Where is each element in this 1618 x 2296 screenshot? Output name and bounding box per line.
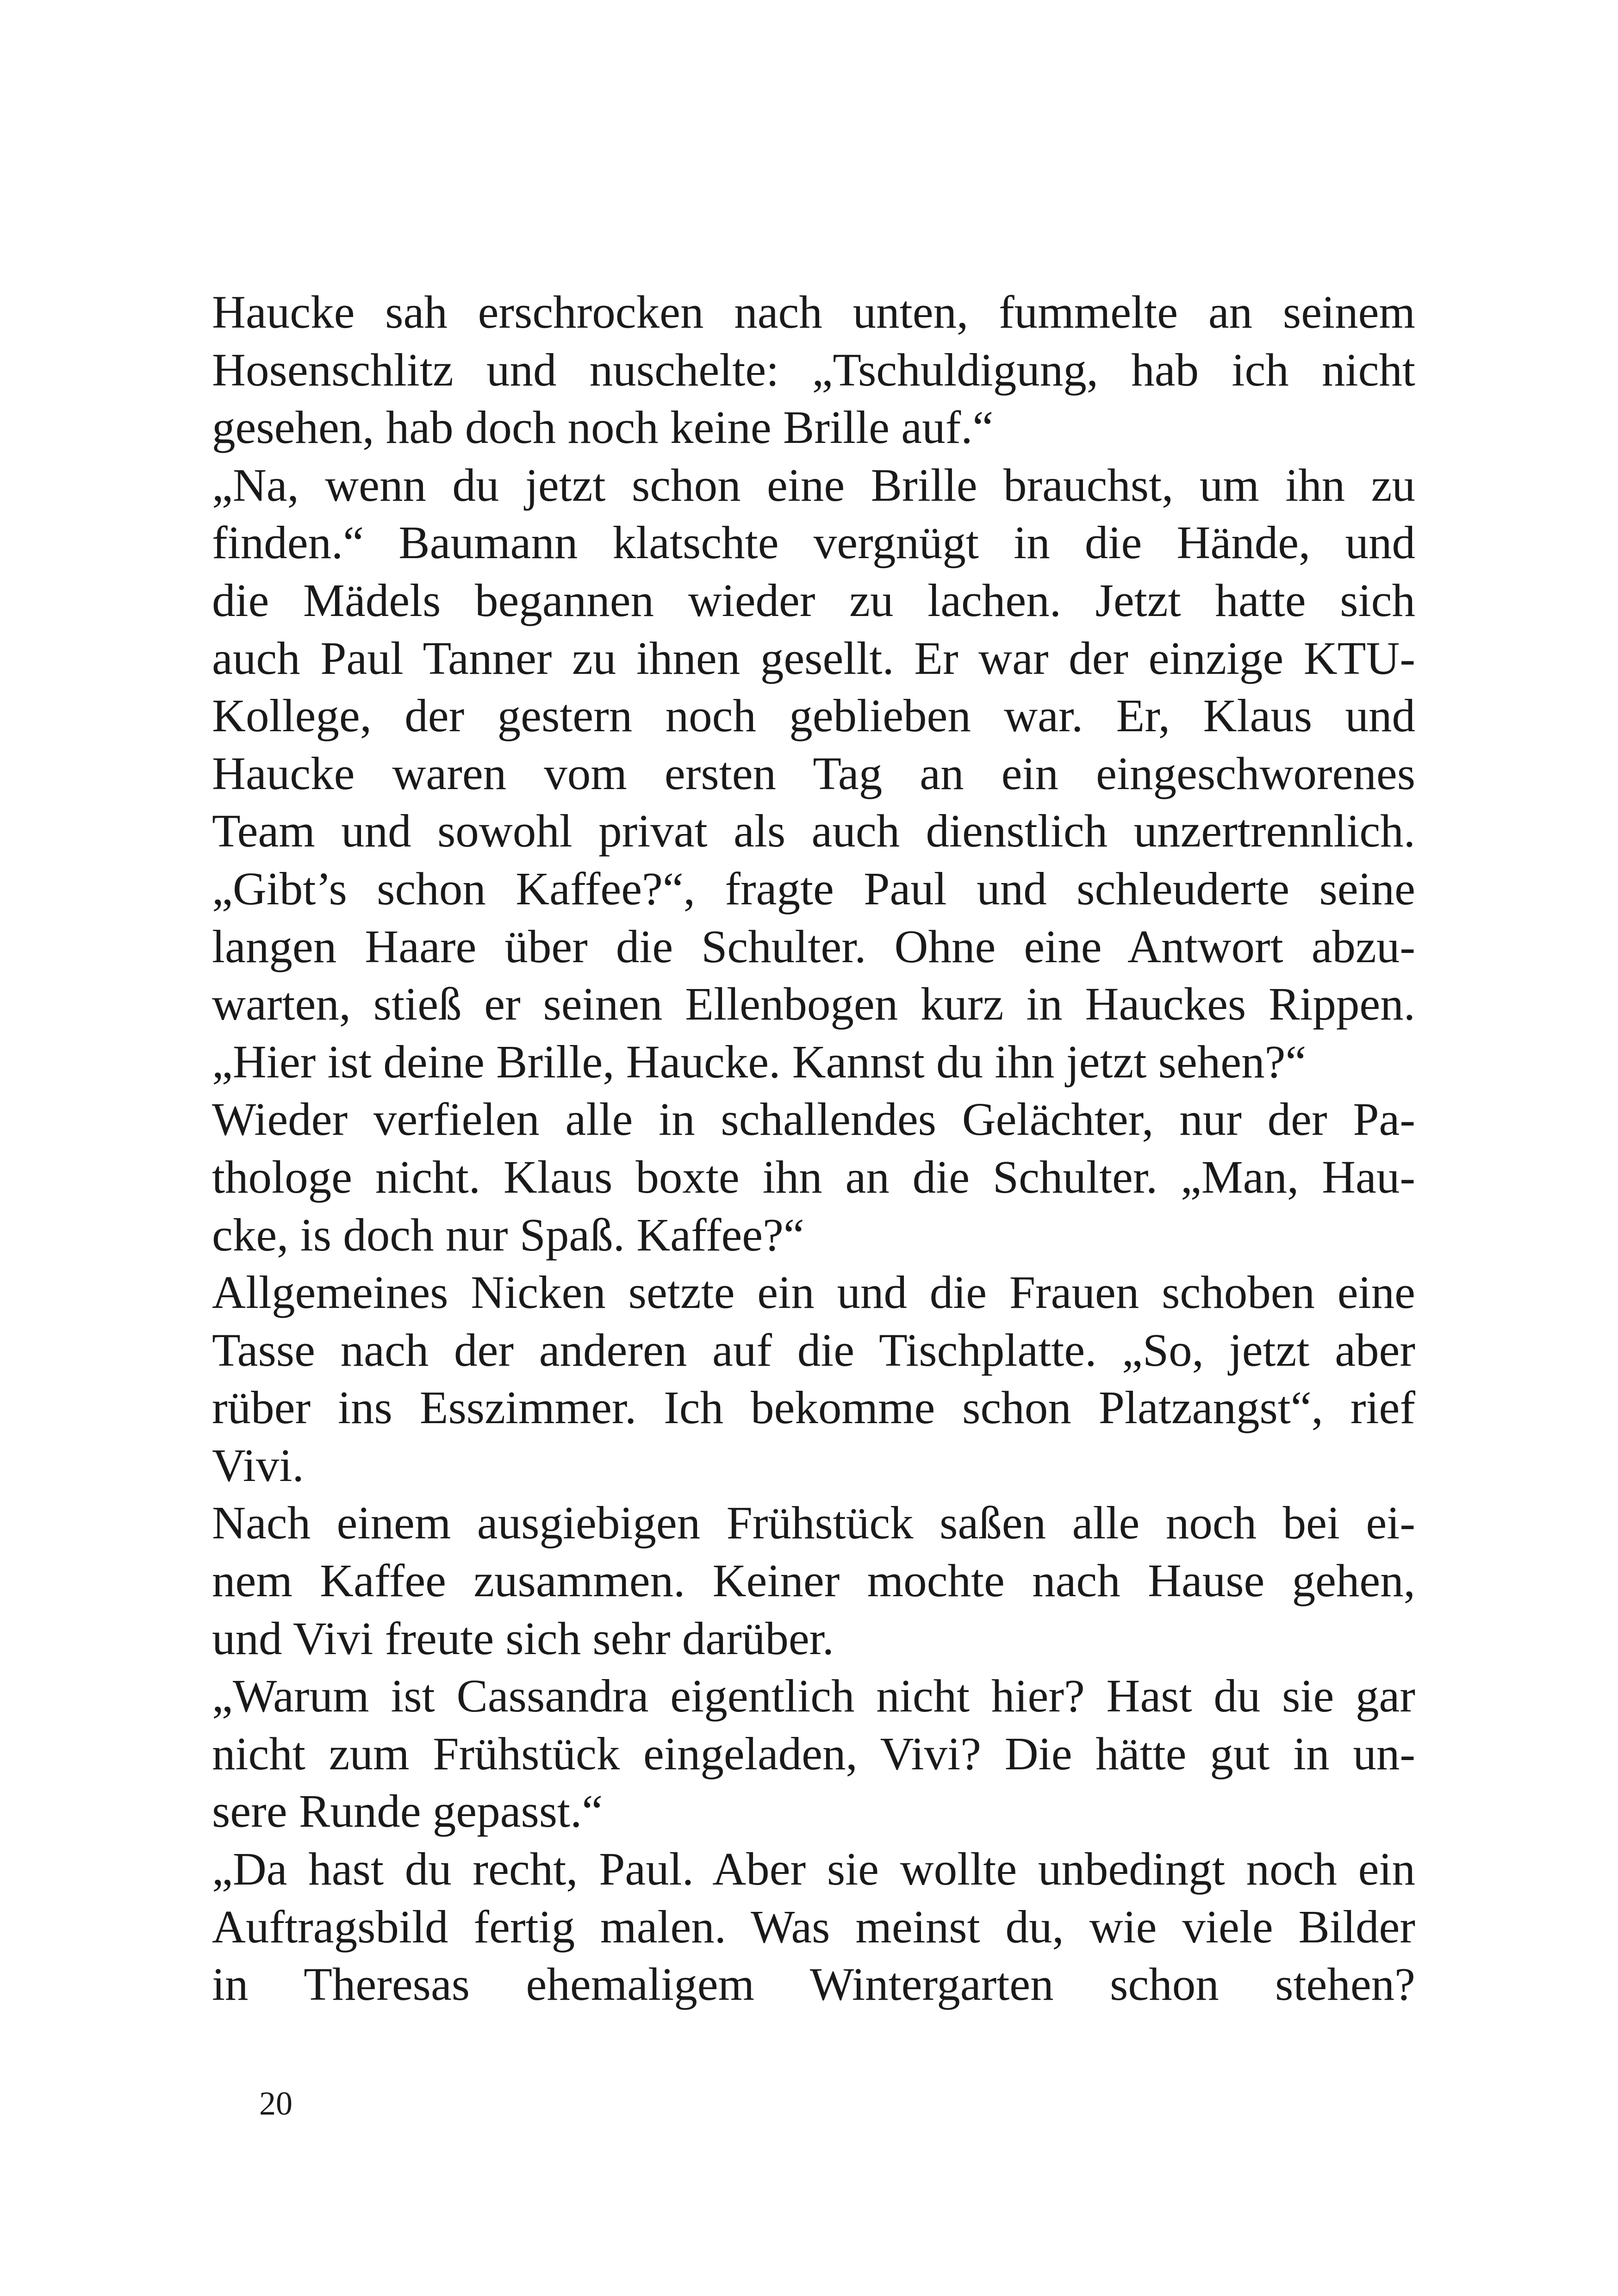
text-line: nem Kaffee zusammen. Keiner mochte nach Hause gehen, xyxy=(212,1555,1415,1607)
text-line: thologe nicht. Klaus boxte ihn an die Schulter. „Man, Hau- xyxy=(212,1151,1415,1203)
text-line: warten, stieß er seinen Ellenbogen kurz in Hauckes Rippen. xyxy=(212,978,1415,1030)
text-line: auch Paul Tanner zu ihnen gesellt. Er war der einzige KTU- xyxy=(212,632,1415,684)
text-line: und Vivi freute sich sehr darüber. xyxy=(212,1612,834,1664)
text-line: „Na, wenn du jetzt schon eine Brille brauchst, um ihn zu xyxy=(212,459,1415,511)
text-line: Vivi. xyxy=(212,1439,304,1491)
text-line: Haucke sah erschrocken nach unten, fummelte an seinem xyxy=(212,286,1415,338)
text-line: cke, is doch nur Spaß. Kaffee?“ xyxy=(212,1208,804,1261)
text-line: Haucke waren vom ersten Tag an ein eingeschworenes xyxy=(212,747,1415,799)
text-line: „Gibt’s schon Kaffee?“, fragte Paul und schleuderte seine xyxy=(212,862,1415,915)
text-line: finden.“ Baumann klatschte vergnügt in die Hände, und xyxy=(212,516,1415,569)
text-line: Auftragsbild fertig malen. Was meinst du, wie viele Bilder xyxy=(212,1900,1415,1953)
text-line: langen Haare über die Schulter. Ohne eine Antwort abzu- xyxy=(212,920,1415,972)
text-line: „Da hast du recht, Paul. Aber sie wollte unbedingt noch ein xyxy=(212,1843,1415,1895)
page-number: 20 xyxy=(259,2085,292,2122)
text-line: Kollege, der gestern noch geblieben war. Er, Klaus und xyxy=(212,690,1415,742)
text-line: Team und sowohl privat als auch dienstlich unzertrennlich. xyxy=(212,805,1415,857)
text-line: „Warum ist Cassandra eigentlich nicht hier? Hast du sie gar xyxy=(212,1670,1415,1722)
text-line: Allgemeines Nicken setzte ein und die Frauen schoben eine xyxy=(212,1266,1415,1319)
body-text xyxy=(212,283,1415,2013)
text-line: Nach einem ausgiebigen Frühstück saßen alle noch bei ei- xyxy=(212,1497,1415,1549)
text-line: nicht zum Frühstück eingeladen, Vivi? Die hätte gut in un- xyxy=(212,1727,1415,1780)
text-line: in Theresas ehemaligem Wintergarten schon stehen? xyxy=(212,1958,1415,2010)
text-line: Hosenschlitz und nuschelte: „Tschuldigung, hab ich nicht xyxy=(212,343,1415,396)
text-line: Tasse nach der anderen auf die Tischplatte. „So, jetzt aber xyxy=(212,1324,1415,1376)
text-line: die Mädels begannen wieder zu lachen. Jetzt hatte sich xyxy=(212,574,1415,626)
text-line: rüber ins Esszimmer. Ich bekomme schon Platzangst“, rief xyxy=(212,1381,1415,1434)
text-line: „Hier ist deine Brille, Haucke. Kannst du ihn jetzt sehen?“ xyxy=(212,1035,1307,1088)
text-line: Wieder verfielen alle in schallendes Gelächter, nur der Pa- xyxy=(212,1093,1415,1145)
text-line: sere Runde gepasst.“ xyxy=(212,1785,603,1837)
text-line: gesehen, hab doch noch keine Brille auf.“ xyxy=(212,401,994,454)
